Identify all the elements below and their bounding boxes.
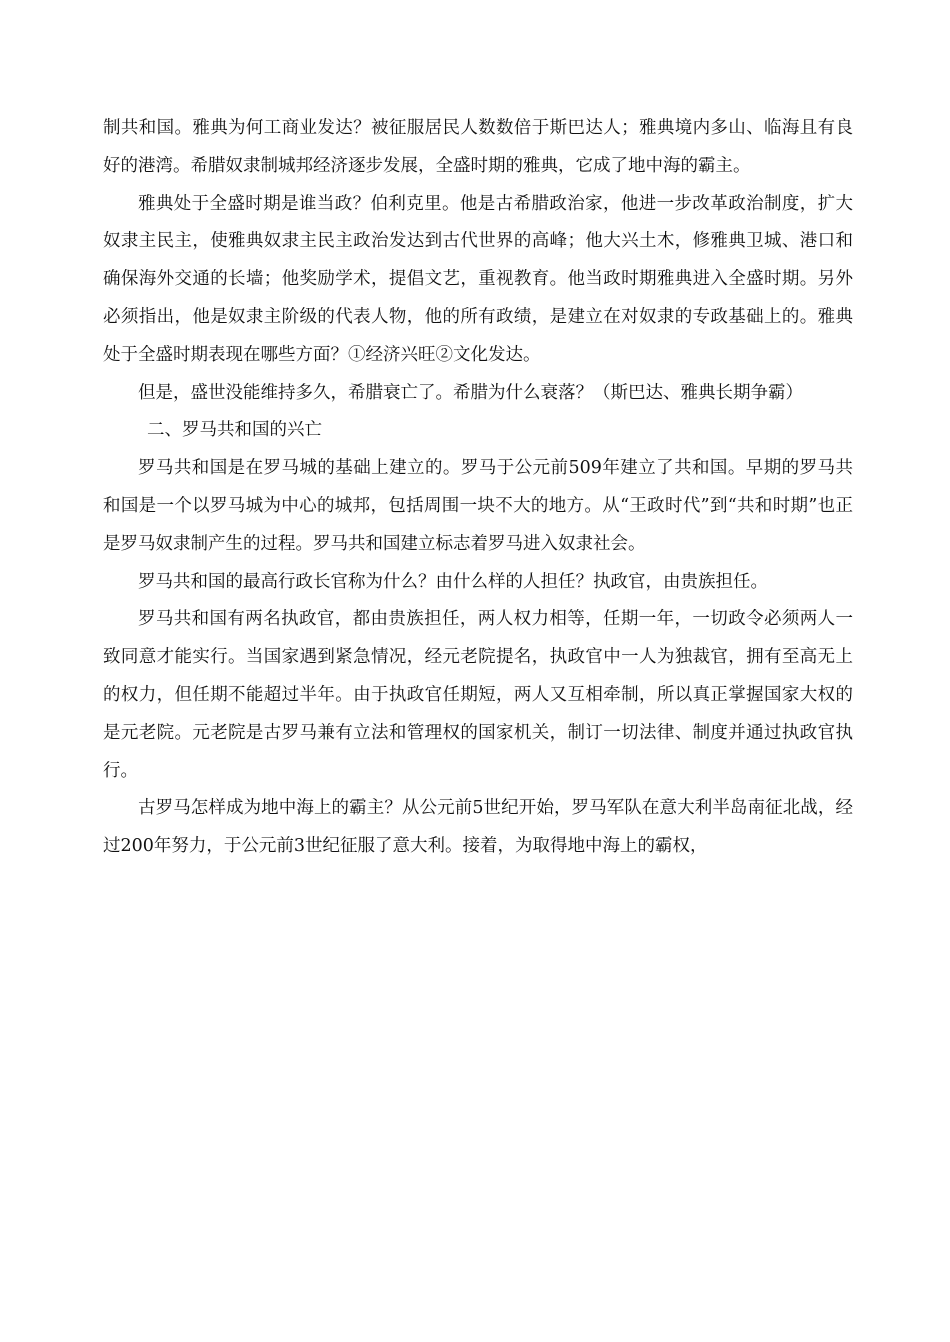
paragraph-consul-question: 罗马共和国的最高行政长官称为什么？由什么样的人担任？执政官，由贵族担任。	[138, 571, 768, 592]
paragraph-greece-decline: 但是，盛世没能维持多久，希腊衰亡了。希腊为什么衰落？（斯巴达、雅典长期争霸）	[138, 382, 803, 403]
paragraph-pericles: 雅典处于全盛时期是谁当政？伯利克里。他是古希腊政治家，他进一步改革政治制度，扩大奴隶主民主，使雅典奴隶主民主政治发达到古代世界的高峰；他大兴土木，修雅典卫城、港口和确保海外交通的长墙；他奖励学术，提倡文艺，重视教育。他当政时期雅典进入全盛时期。另外必须指出，他是奴隶主阶级的代表人物，他的所有政绩，是建立在对奴隶的专政基础上的。雅典处于全盛时期表现在哪些方面？①经济兴旺②文化发达。	[103, 193, 853, 365]
paragraph-consuls-senate: 罗马共和国有两名执政官，都由贵族担任，两人权力相等，任期一年，一切政令必须两人一致同意才能实行。当国家遇到紧急情况，经元老院提名，执政官中一人为独裁官，拥有至高无上的权力，但任期不能超过半年。由于执政官任期短，两人又互相牵制，所以真正掌握国家大权的是元老院。元老院是古罗马兼有立法和管理权的国家机关，制订一切法律、制度并通过执政官执行。	[103, 609, 853, 781]
section-heading-roman-republic: 二、罗马共和国的兴亡	[147, 420, 322, 441]
document-body	[103, 110, 853, 866]
paragraph-athens-commerce: 制共和国。雅典为何工商业发达？被征服居民人数数倍于斯巴达人；雅典境内多山、临海且有良好的港湾。希腊奴隶制城邦经济逐步发展，全盛时期的雅典，它成了地中海的霸主。	[103, 118, 853, 176]
paragraph-roman-founding: 罗马共和国是在罗马城的基础上建立的。罗马于公元前509年建立了共和国。早期的罗马共和国是一个以罗马城为中心的城邦，包括周围一块不大的地方。从“王政时代”到“共和时期”也正是罗马奴隶制产生的过程。罗马共和国建立标志着罗马进入奴隶社会。	[103, 458, 853, 554]
paragraph-mediterranean-hegemony: 古罗马怎样成为地中海上的霸主？从公元前5世纪开始，罗马军队在意大利半岛南征北战，经过200年努力，于公元前3世纪征服了意大利。接着，为取得地中海上的霸权，	[103, 798, 853, 857]
